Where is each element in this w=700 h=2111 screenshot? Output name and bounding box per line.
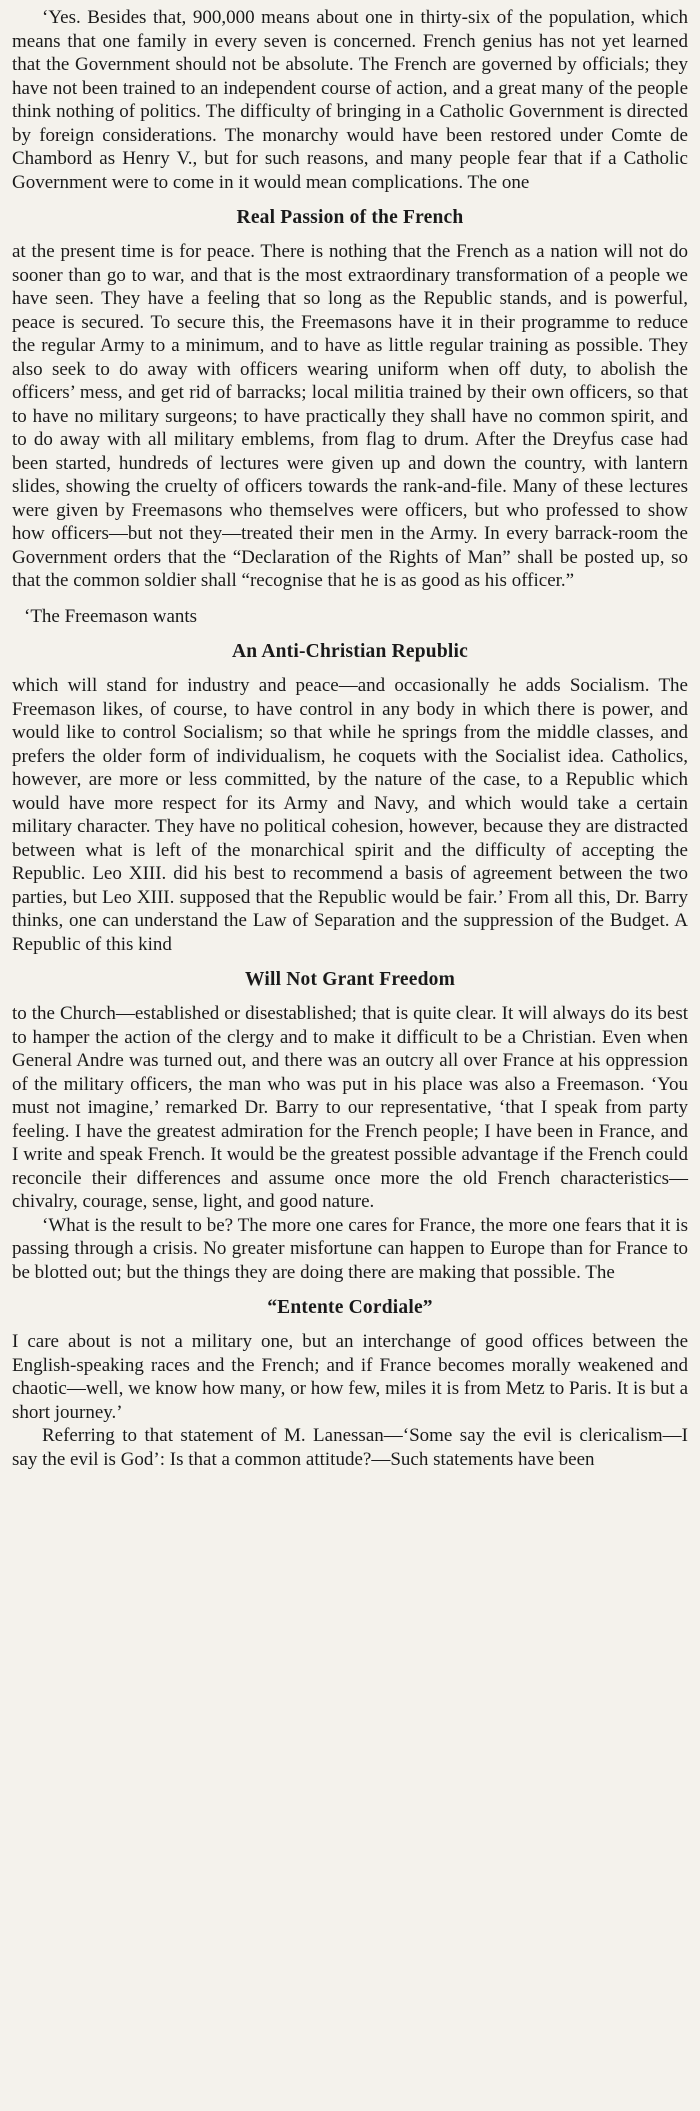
paragraph-interchange: I care about is not a military one, but an interchange of good offices between the English-speaking races and the French; and if France becomes morally weakened and chaotic—well, we know how many, or how few, miles it is from Metz to Paris. It is but a short journey.’ [12,1331,688,1423]
paragraph-dr-barry-intro: ‘Yes. Besides that, 900,000 means about one in thirty-six of the population, which means that one family in every seven is concerned. French genius has not yet learned that the Government should not be absolute. The French are governed by officials; they have not been trained to an independent course of action, and a great many of the people think nothing of politics. The difficulty of bringing in a Catholic Government is directed by foreign considerations. The monarchy would have been restored under Comte de Chambord as Henry V., but for such reasons, and many people fear that if a Catholic Government were to come in it would mean complications. The one [12,7,688,193]
lead-in-freemason-wants: ‘The Freemason wants [24,605,198,627]
paragraph-lanessan: Referring to that statement of M. Lanessan—‘Some say the evil is clericalism—I say the evil is God’: Is that a common attitude?—Such statements have been [12,1425,688,1470]
subheading-anti-christian-republic: An Anti-Christian Republic [232,641,468,662]
subheading-real-passion: Real Passion of the French [236,207,464,228]
paragraph-peace: at the present time is for peace. There is nothing that the French as a nation will not do sooner than go to war, and that is the most extraordinary transformation of a people we have seen. They have a feeling that so long as the Republic stands, and is powerful, peace is secured. To secure this, the Freemasons have it in their programme to reduce the regular Army to a minimum, and to have as little regular training as possible. They also seek to do away with officers wearing uniform when off duty, to abolish the officers’ mess, and get rid of barracks; local militia trained by their own officers, so that to have no military surgeons; to have practically they shall have no common spirit, and to do away with all military emblems, from flag to drum. After the Dreyfus case had been started, hundreds of lectures were given up and down the country, with lantern slides, showing the cruelty of officers towards the rank-and-file. Many of these lectures were given by Freemasons who themselves were officers, but who professed to show how officers—but not they—treated their men in the Army. In every barrack-room the Government orders that the “Declaration of the Rights of Man” shall be posted up, so that the common soldier shall “recognise that he is as good as his officer.” [12,241,688,591]
subheading-entente-cordiale: “Entente Cordiale” [267,1297,433,1318]
subheading-will-not-grant-freedom: Will Not Grant Freedom [244,969,456,990]
paragraph-result: ‘What is the result to be? The more one cares for France, the more one fears that it is passing through a crisis. No greater misfortune can happen to Europe than for France to be blotted out; but the things they are doing there are making that possible. The [12,1214,688,1283]
paragraph-industry-and-peace: which will stand for industry and peace—and occasionally he adds Socialism. The Freemason likes, of course, to have control in any body in which there is power, and would like to control Socialism; so that while he springs from the middle classes, and prefers the older form of individualism, he coquets with the Socialist idea. Catholics, however, are more or less committed, by the nature of the case, to a Republic which would have more respect for its Army and Navy, and which would take a certain military character. They have no political cohesion, however, because they are distracted between what is left of the monarchical spirit and the difficulty of accepting the Republic. Leo XIII. did his best to recommend a basis of agreement between the two parties, but Leo XIII. supposed that the Republic would be fair.’ From all this, Dr. Barry thinks, one can understand the Law of Separation and the suppression of the Budget. A Republic of this kind [12,675,688,955]
paragraph-church: to the Church—established or disestablished; that is quite clear. It will always do its best to hamper the action of the clergy and to make it difficult to be a Christian. Even when General Andre was turned out, and there was an outcry all over France at his oppression of the military officers, the man who was put in his place was also a Freemason. ‘You must not imagine,’ remarked Dr. Barry to our representative, ‘that I speak from party feeling. I have the greatest admiration for the French people; I have been in France, and I write and speak French. It would be the greatest possible advantage if the French could reconcile their differences and assume once more the old French characteristics—chivalry, courage, sense, light, and good nature. [12,1003,688,1212]
